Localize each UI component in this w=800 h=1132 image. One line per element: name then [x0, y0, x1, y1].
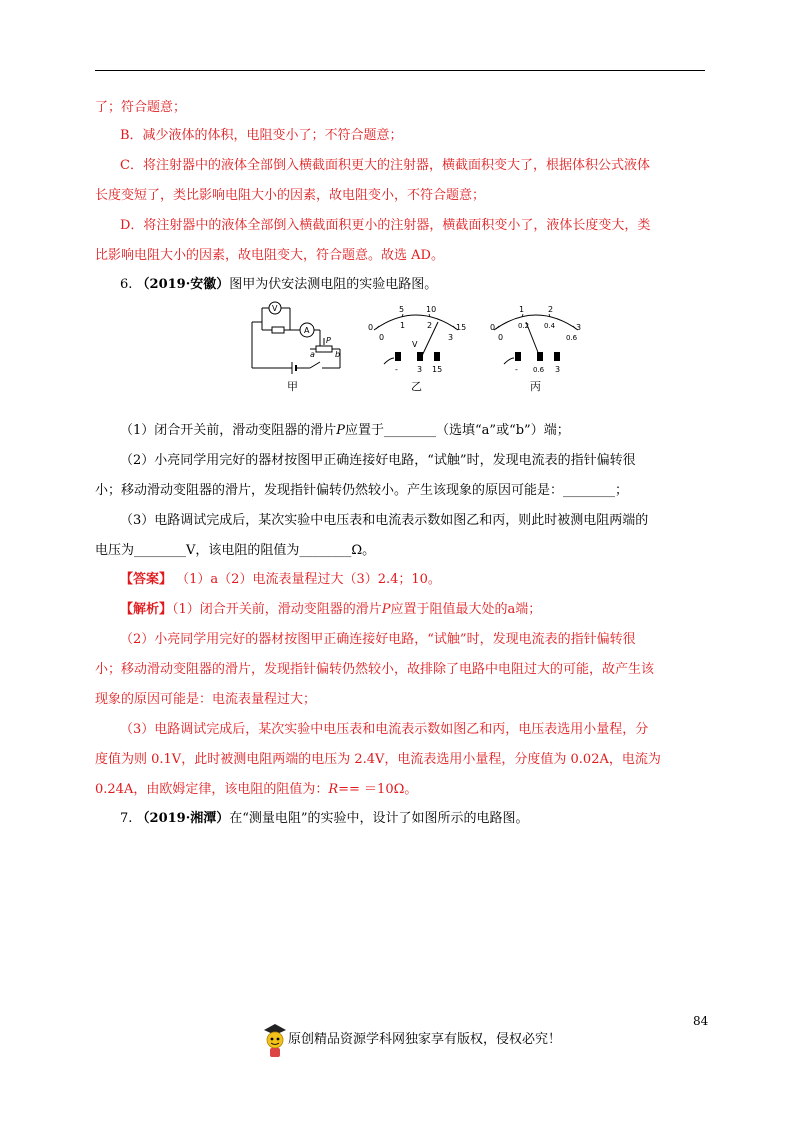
- answer-text: （1）a（2）电流表量程过大（3）2.4；10。: [176, 572, 441, 587]
- amp-outer-3: 3: [576, 323, 582, 332]
- variable-p: P: [336, 423, 346, 438]
- volt-terminal-minus: -: [395, 365, 398, 374]
- question-6-part-1: [120, 422, 570, 440]
- figure-caption-yi: 乙: [411, 380, 422, 393]
- volt-tick-5: 5: [399, 305, 405, 314]
- volt-inner-3: 3: [448, 333, 454, 342]
- volt-inner-0: 0: [379, 333, 385, 342]
- text-segment: 应置于阻值最大处的a端；: [390, 602, 542, 617]
- text-line: 长度变短了，类比影响电阻大小的因素，故电阻变小，不符合题意；: [95, 188, 486, 203]
- text-segment: 应置于________（选填“a”或“b”）端；: [345, 423, 570, 438]
- text-line: 比影响电阻大小的因素，故电阻变大，符合题意。故选 AD。: [95, 248, 444, 263]
- volt-inner-1: 1: [400, 321, 406, 330]
- option-b: B．减少液体的体积，电阻变小了；不符合题意；: [120, 128, 403, 143]
- question-number: 6.: [120, 277, 133, 292]
- text-segment: == ＝10Ω。: [338, 782, 418, 797]
- end-label-b: b: [335, 350, 341, 359]
- question-6-part-3: （3）电路调试完成后，某次实验中电压表和电流表示数如图乙和丙，则此时被测电阻两端的: [120, 513, 649, 528]
- variable-r: R: [328, 782, 339, 797]
- analysis-part-2-cont: 小；移动滑动变阻器的滑片，发现指针偏转仍然较小，故排除了电路中电阻过大的可能，故产生该: [95, 662, 655, 677]
- amp-inner-0: 0: [498, 333, 504, 342]
- analysis-label: 【解析】: [120, 602, 173, 617]
- volt-inner-2: 2: [427, 321, 433, 330]
- variable-p: P: [381, 602, 391, 617]
- analysis-line: [120, 601, 541, 619]
- analysis-part-2: （2）小亮同学用完好的器材按图甲正确连接好电路，“试触”时，发现电流表的指针偏转很: [120, 632, 636, 647]
- question-source: （2019·安徽）: [136, 277, 230, 292]
- page-number: 84: [693, 1014, 709, 1028]
- text-segment: （1）闭合开关前，滑动变阻器的滑片: [120, 423, 337, 438]
- text-segment: 0.24A，由欧姆定律，该电阻的阻值为：: [95, 782, 329, 797]
- volt-outer-zero: 0: [368, 323, 374, 332]
- footer-copyright: 原创精品资源学科网独家享有版权，侵权必究！: [288, 1032, 562, 1047]
- voltmeter-dial-yi: [366, 302, 470, 378]
- question-text: 在“测量电阻”的实验中，设计了如图所示的电路图。: [229, 811, 529, 826]
- mascot-logo-icon: [262, 1020, 288, 1060]
- analysis-part-3: （3）电路调试完成后，某次实验中电压表和电流表示数如图乙和丙，电压表选用小量程，分: [120, 722, 649, 737]
- question-source: （2019·湘潭）: [136, 811, 230, 826]
- analysis-part-3-cont: 度值为则 0.1V，此时被测电阻两端的电压为 2.4V，电流表选用小量程，分度值为 0.02A，电流为: [95, 752, 661, 767]
- volt-dial-letter: V: [412, 340, 418, 349]
- volt-terminal-3: 3: [417, 365, 423, 374]
- question-6-part-3-cont: 电压为________V，该电阻的阻值为________Ω。: [95, 543, 376, 558]
- question-6-stem: [120, 276, 437, 294]
- ammeter-dial-bing: [486, 302, 590, 378]
- amp-inner-0-2: 0.2: [518, 322, 530, 330]
- question-6-part-2-cont: 小；移动滑动变阻器的滑片，发现指针偏转仍然较小。产生该现象的原因可能是：________；: [95, 483, 629, 498]
- answer-label: 【答案】: [120, 572, 173, 587]
- amp-terminal-0-6: 0.6: [533, 366, 545, 374]
- amp-outer-0: 0: [490, 323, 496, 332]
- figure-caption-jia: 甲: [287, 380, 298, 393]
- amp-outer-1: 1: [519, 305, 525, 314]
- text-segment: （1）闭合开关前，滑动变阻器的滑片: [172, 602, 382, 617]
- volt-tick-10: 10: [426, 305, 437, 314]
- amp-inner-0-6: 0.6: [566, 334, 578, 342]
- voltmeter-letter: V: [272, 304, 278, 313]
- analysis-part-2-end: 现象的原因可能是：电流表量程过大；: [95, 692, 317, 707]
- ammeter-letter: A: [304, 326, 310, 335]
- amp-outer-2: 2: [548, 305, 554, 314]
- header-rule: [95, 70, 705, 71]
- end-label-a: a: [310, 350, 315, 359]
- circuit-diagram-jia: [250, 300, 350, 382]
- amp-terminal-3: 3: [555, 365, 561, 374]
- question-7-stem: [120, 810, 529, 828]
- volt-tick-15: 15: [456, 323, 467, 332]
- question-6-part-2: （2）小亮同学用完好的器材按图甲正确连接好电路，“试触”时，发现电流表的指针偏转很: [120, 453, 636, 468]
- analysis-part-3-end: [95, 781, 417, 799]
- answer-line: [120, 571, 441, 589]
- question-text: 图甲为伏安法测电阻的实验电路图。: [229, 277, 438, 292]
- amp-terminal-minus: -: [515, 365, 518, 374]
- option-c: C．将注射器中的液体全部倒入横截面积更大的注射器，横截面积变大了，根据体积公式液体: [120, 158, 650, 173]
- text-line: 了；符合题意；: [95, 100, 187, 115]
- slider-label-p: P: [326, 336, 331, 345]
- amp-inner-0-4: 0.4: [544, 322, 556, 330]
- volt-terminal-15: 15: [432, 365, 443, 374]
- figure-caption-bing: 丙: [530, 380, 541, 393]
- option-d: D．将注射器中的液体全部倒入横截面积更小的注射器，横截面积变小了，液体长度变大，类: [120, 218, 651, 233]
- question-number: 7.: [120, 811, 133, 826]
